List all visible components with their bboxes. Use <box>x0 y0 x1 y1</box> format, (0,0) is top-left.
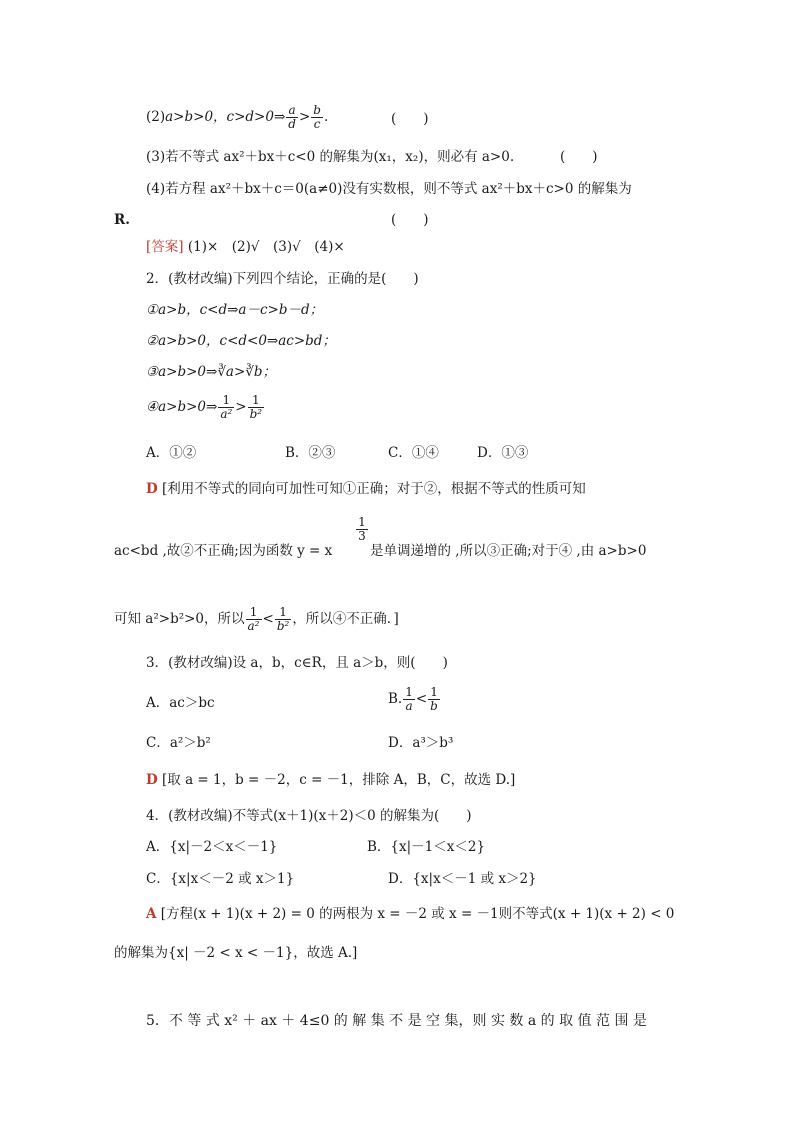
gt-sign: > <box>235 399 247 415</box>
q1-answer <box>146 238 345 256</box>
explanation-text: 可知 a²>b²>0，所以 <box>114 611 245 627</box>
q4-explanation-line2: 的解集为{x| －2 < x < －1}，故选 A.] <box>114 945 358 961</box>
period: . <box>323 109 329 125</box>
fraction-1-over-b: $\frac{1}{b}$ <box>430 685 438 713</box>
q3-stem: 3．(教材改编)设 a，b，c∈R，且 a＞b，则( ) <box>146 655 448 671</box>
q1-item2 <box>146 104 328 131</box>
q1-item4b: R. <box>114 212 130 228</box>
lt-sign: < <box>262 611 274 627</box>
q1-item3: (3)若不等式 ax²＋bx＋c<0 的解集为(x₁，x₂)，则必有 a>0. <box>146 149 515 165</box>
q4-stem: 4．(教材改编)不等式(x＋1)(x＋2)＜0 的解集为( ) <box>146 808 472 824</box>
fraction-a-over-d: $\frac{a}{d}$ <box>288 103 296 131</box>
q4-explanation-line1 <box>146 905 674 923</box>
q4-choice-b: B．{x|－1＜x＜2} <box>367 839 486 855</box>
item-number: (2) <box>146 109 166 125</box>
explanation-text: [利用不等式的同向可加性可知①正确；对于②，根据不等式的性质可知 <box>162 481 586 497</box>
fraction-1-over-b2: $\frac{1}{\text{b²}}$ <box>249 393 263 421</box>
q4-choice-a: A．{x|－2＜x＜－1} <box>146 839 278 855</box>
q2-explanation-line1 <box>146 480 586 498</box>
q2-choice-c: C．①④ <box>388 445 439 461</box>
q4-choice-c: C．{x|x＜－2 或 x＞1} <box>146 871 295 887</box>
fraction-1-over-b2: $\frac{1}{\text{b²}}$ <box>276 605 290 633</box>
answer-text: (1)× (2)√ (3)√ (4)× <box>187 239 345 255</box>
lt-sign: < <box>415 691 428 707</box>
choice-label: B. <box>388 691 403 707</box>
answer-letter: D <box>146 481 158 497</box>
q2-option-2: ②a>b>0，c<d<0⇒ac>bd； <box>146 333 336 349</box>
q3-choice-b <box>388 686 441 713</box>
q1-item4b-paren: ( ) <box>391 212 429 228</box>
q1-item3-paren: ( ) <box>560 149 598 165</box>
q1-item2-paren: ( ) <box>391 111 429 127</box>
answer-letter: D <box>146 772 158 788</box>
q2-explanation-line2b: 是单调递增的 ,所以③正确;对于④ ,由 a>b>0 <box>370 543 647 559</box>
q2-choice-a: A．①② <box>146 445 197 461</box>
fraction-b-over-c: $\frac{b}{c}$ <box>313 103 321 131</box>
q3-choice-c: C．a²＞b² <box>146 735 211 751</box>
q1-item4: (4)若方程 ax²＋bx＋c＝0(a≠0)没有实数根，则不等式 ax²＋bx＋c>0 的解集为 <box>146 181 632 197</box>
answer-tag: [答案] <box>146 239 184 255</box>
fraction-1-over-a2: $\frac{1}{\text{a²}}$ <box>220 393 233 421</box>
q3-explanation <box>146 771 515 789</box>
q3-choice-d: D．a³＞b³ <box>388 735 454 751</box>
explanation-text: [取 a = 1，b = －2，c = －1，排除 A，B，C，故选 D.] <box>162 772 516 788</box>
fraction-1-over-a2: $\frac{1}{\text{a²}}$ <box>247 605 260 633</box>
condition: a>b>0，c>d>0⇒ <box>165 109 286 125</box>
gt-sign: > <box>298 109 311 125</box>
q2-explanation-line2a: ac<bd ,故②不正确;因为函数 y = x <box>114 543 333 559</box>
explanation-text: ，所以④不正确．] <box>292 611 399 627</box>
q2-choice-b: B．②③ <box>285 445 336 461</box>
q2-stem: 2．(教材改编)下列四个结论，正确的是( ) <box>146 271 419 287</box>
q2-choice-d: D．①③ <box>477 445 529 461</box>
q2-option-3: ③a>b>0⇒∛a>∛b； <box>146 364 277 380</box>
q2-option-1: ①a>b，c<d⇒a－c>b－d； <box>146 302 324 318</box>
answer-letter: A <box>146 906 157 922</box>
fraction-1-over-a: $\frac{1}{a}$ <box>405 685 413 713</box>
q3-choice-a: A．ac＞bc <box>146 695 215 711</box>
q2-option-4 <box>146 394 265 421</box>
option-4-prefix: ④a>b>0⇒ <box>146 399 218 415</box>
q5-stem: 5．不 等 式 x² ＋ ax ＋ 4≤0 的 解 集 不 是 空 集，则 实 数 a 的 取 值 范 围 是 <box>146 1013 647 1029</box>
q2-explanation-line3 <box>114 606 399 633</box>
exponent-one-third: 1 3 <box>356 516 368 543</box>
explanation-text: [方程(x + 1)(x + 2) = 0 的两根为 x = －2 或 x = －1则不等式(x + 1)(x + 2) < 0 <box>160 906 675 922</box>
q4-choice-d: D．{x|x＜－1 或 x＞2} <box>388 871 537 887</box>
